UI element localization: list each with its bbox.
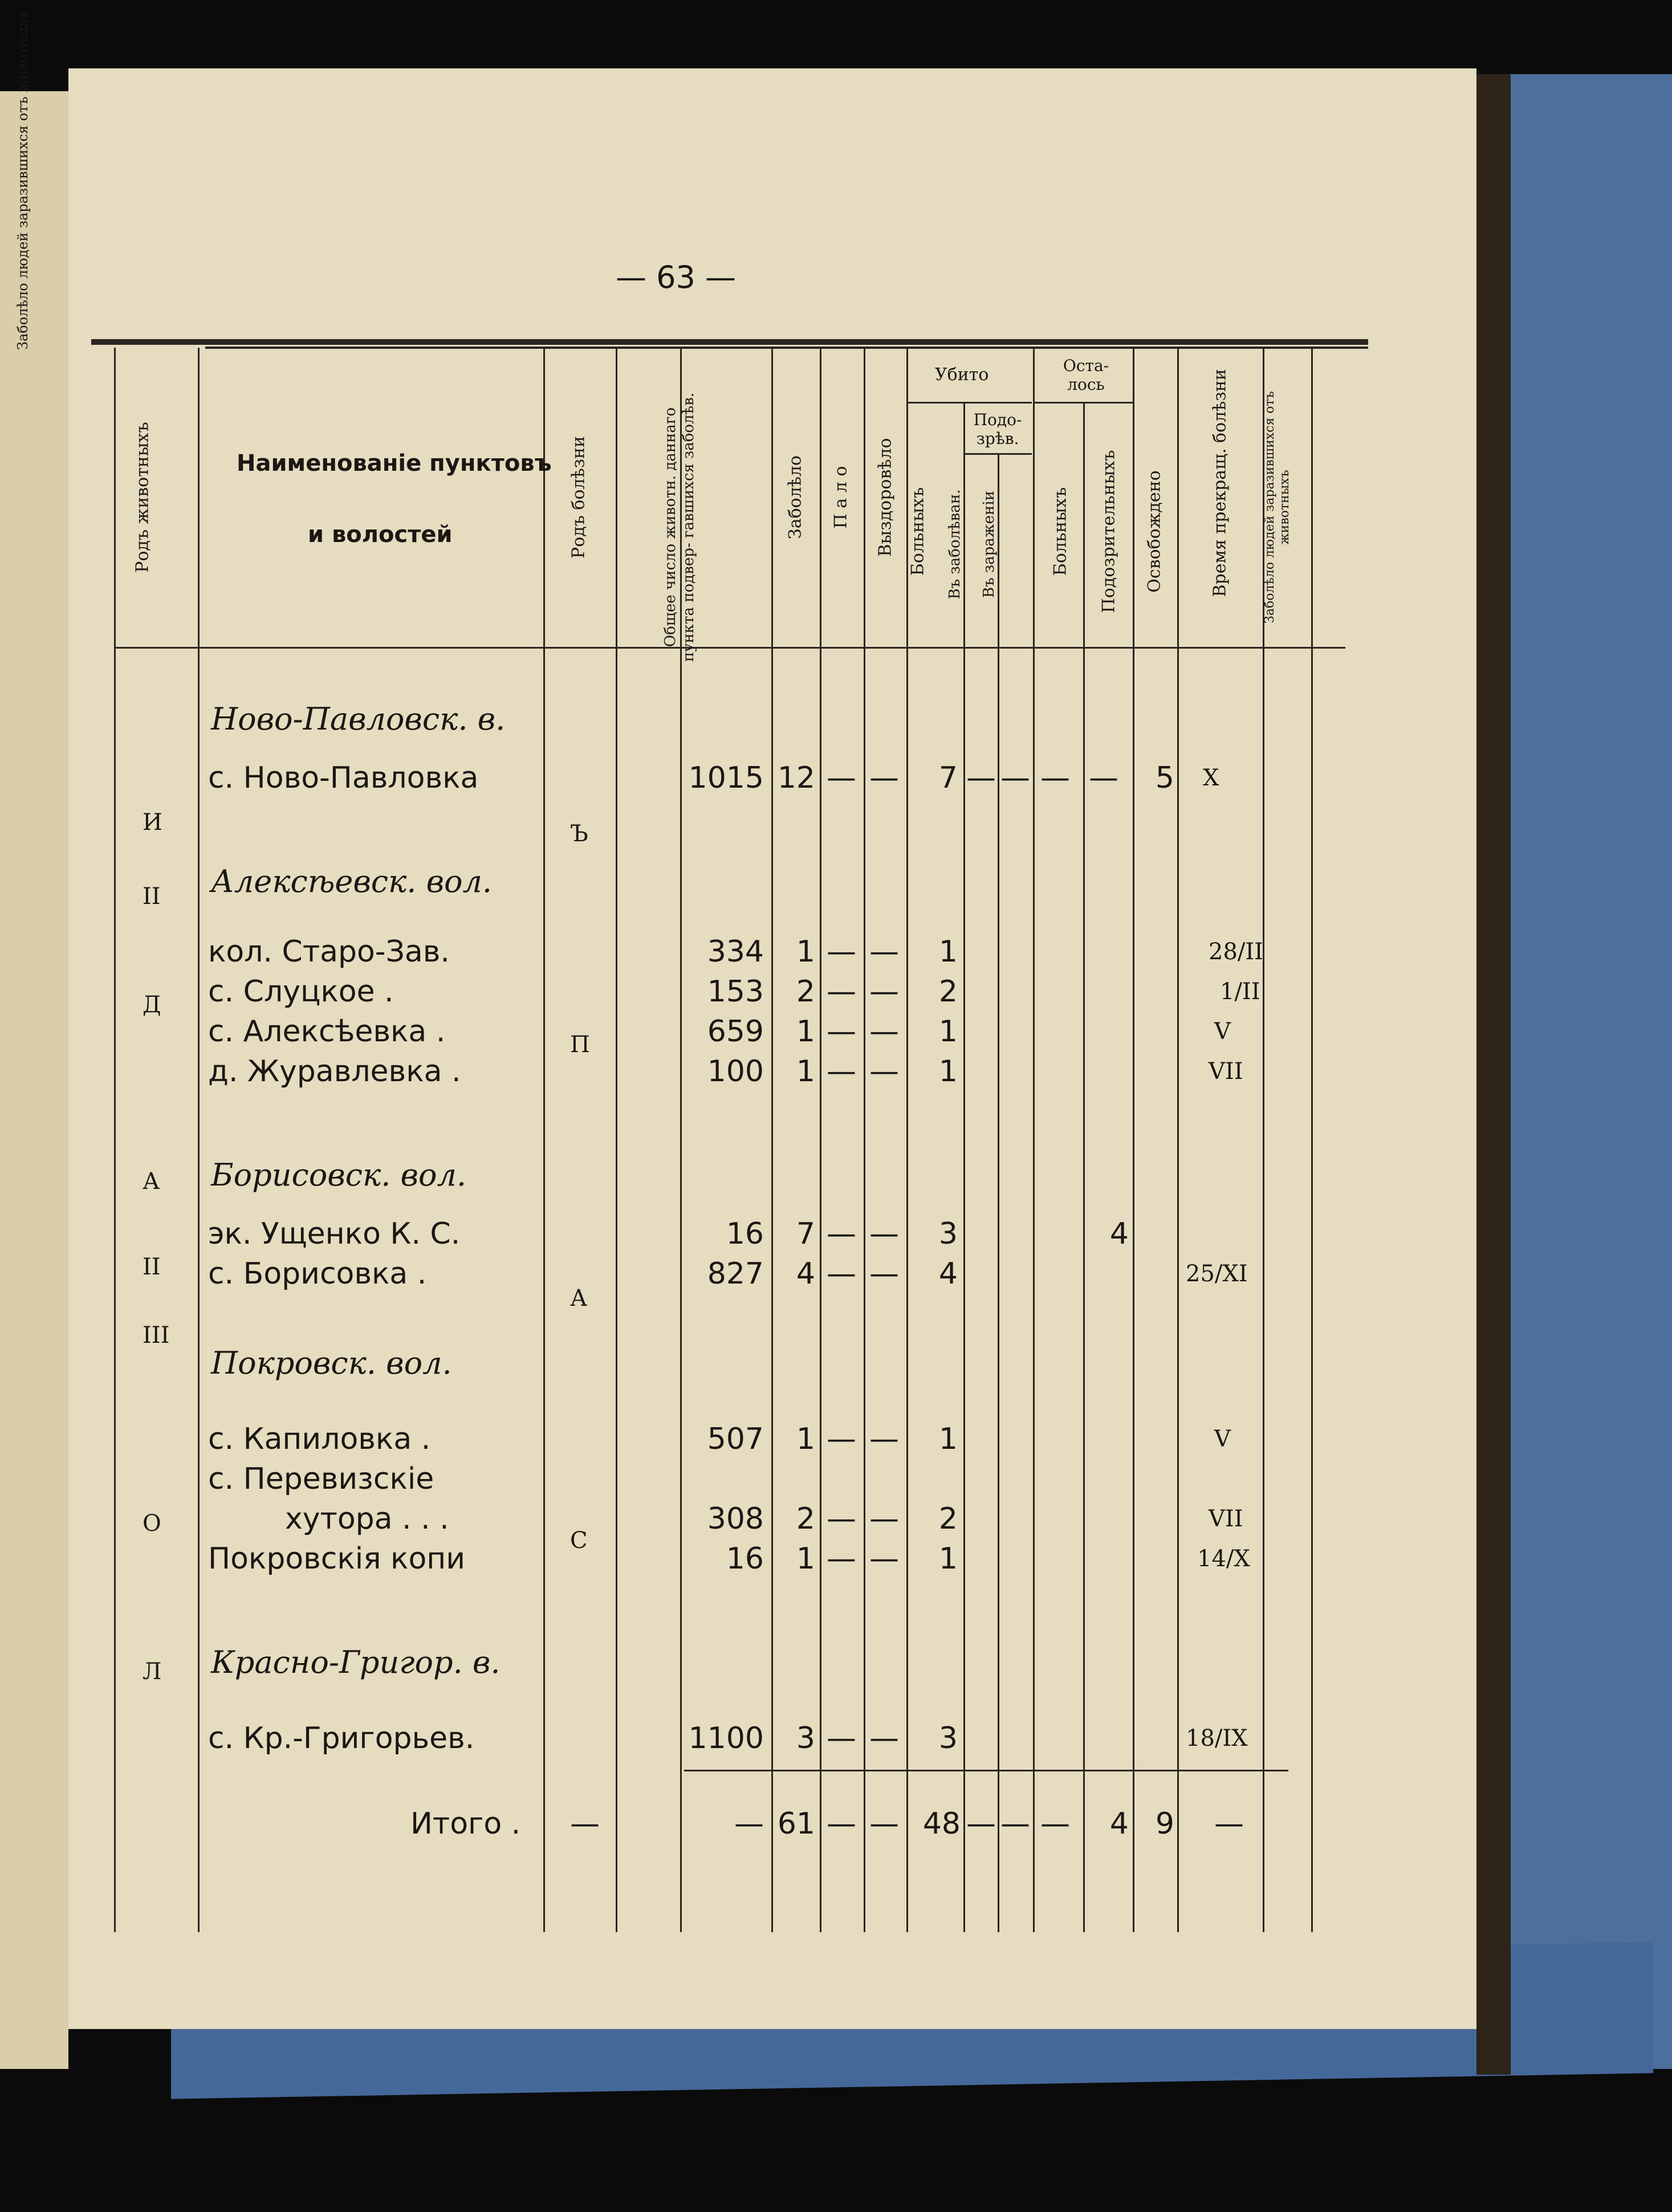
- place-name: Покровскія копи: [208, 1542, 466, 1576]
- animal-letter-5: Д: [143, 992, 161, 1018]
- animal-letter-6: И: [143, 809, 162, 836]
- place-name: д. Журавлевка .: [208, 1054, 461, 1089]
- header-disease: Родъ болѣзни: [568, 436, 589, 559]
- top-rule: [91, 339, 1368, 345]
- animal-roman-1: III: [143, 1322, 170, 1349]
- book-cover: [1505, 74, 1672, 2069]
- place-name: с. Перевизскіе: [208, 1462, 434, 1496]
- group-label: Борисовск. вол.: [211, 1157, 467, 1193]
- disease-letter-1: С: [570, 1527, 588, 1554]
- animal-letter-2: О: [143, 1510, 161, 1537]
- group-label: Алексѣевск. вол.: [211, 863, 493, 899]
- disease-letter-2: А: [570, 1285, 588, 1311]
- page-number: — 63 —: [616, 259, 737, 295]
- disease-letter-3: П: [570, 1032, 590, 1058]
- group-label: Покровск. вол.: [211, 1345, 452, 1381]
- header-place-1: Наименованіе пунктовъ: [237, 450, 552, 476]
- top-rule-2: [205, 347, 1368, 349]
- header-suspicious: Подозрительныхъ: [1099, 450, 1119, 613]
- header-end-time: Время прекращ. болѣзни: [1210, 369, 1230, 597]
- totals-label: Итого .: [410, 1807, 521, 1841]
- header-killed: Убито: [935, 365, 989, 385]
- page: — 63 — Родъ животныхъ Наименованіе пунктовъ и волостей Родъ болѣзни Общее число животн. даннаго пункта подвер- гавшихся заболѣв. Заболѣло П а л о Выздоровѣло Убито Больныхъ Подо- зрѣв. Въ заболѣван. Въ зараженіи Оста- лось Больныхъ Подозрительныхъ Освобождено Время прекращ. болѣзни Заболѣло людей заразившихся отъ животныхъ И II Д А II III О Л Ъ П А С Ново-Павловск. в. с. Ново-Павловка 1015 12 — — 7 — — — — 5 X Алексѣевск. вол. кол. Старо-Зав. 334 1 1 28/II с. Слуцкое . 153 2 2 1/II с. Алексѣевка . 659 1 1 V д. Журавлевка . 100 1 1 VII Борисовск. вол. эк. Ущенко К. С. 16 7 3 4 с. Борисовка . 827 4 4 25/XI Покровск. вол. с. Капиловка . 507 1 1 V с. Перевизскіе хутора . . . 308 2 2 VII Покровскія копи 16 1 1 14/X Красно-Григор. в. с. Кр.-Григорьев. 1100 3 3 18/IX — — — — — — — — — — — — — — — — — — — — Итого . — — 61 — — 48 — — — 4 9 —: [68, 68, 1476, 2029]
- place-name: с. Ново-Павловка: [208, 761, 479, 795]
- header-died: П а л о: [831, 466, 851, 529]
- header-remained: Оста- лось: [1063, 356, 1109, 394]
- place-name: с. Капиловка .: [208, 1422, 431, 1456]
- killed-rule: [906, 402, 1032, 404]
- header-remained-sick: Больныхъ: [1050, 487, 1071, 576]
- group-label: Красно-Григор. в.: [211, 1644, 501, 1680]
- left-page-header: Заболѣло людей заразившихся отъ животныхъ: [15, 10, 31, 350]
- page-edge: [1476, 74, 1511, 2075]
- animal-roman-2: II: [143, 1254, 161, 1280]
- header-killed-sick: Больныхъ: [908, 487, 928, 576]
- header-recovered: Выздоровѣло: [875, 438, 896, 557]
- header-released: Освобождено: [1144, 470, 1165, 593]
- header-suspected: Подо- зрѣв.: [973, 410, 1022, 448]
- header-ill: Заболѣло: [785, 455, 806, 539]
- place-name: с. Кр.-Григорьев.: [208, 1721, 475, 1755]
- place-name: с. Борисовка .: [208, 1257, 427, 1291]
- header-in-illness: Въ заболѣван.: [946, 489, 963, 600]
- place-name: эк. Ущенко К. С.: [208, 1217, 461, 1251]
- place-name: кол. Старо-Зав.: [208, 935, 450, 969]
- animal-letter-1: Л: [143, 1659, 162, 1685]
- header-place-2: и волостей: [308, 522, 453, 548]
- header-total: Общее число животн. даннаго пункта подвер- гавшихся заболѣв.: [662, 392, 697, 662]
- place-name: с. Слуцкое .: [208, 975, 394, 1009]
- header-animal-type: Родъ животныхъ: [132, 422, 153, 573]
- header-in-infection: Въ зараженіи: [981, 490, 998, 598]
- totals-rule: [684, 1770, 1288, 1771]
- place-name: с. Алексѣевка .: [208, 1015, 446, 1049]
- left-page: [0, 10, 68, 2069]
- group-label: Ново-Павловск. в.: [211, 701, 506, 737]
- animal-letter-4: А: [143, 1168, 160, 1195]
- place-name: хутора . . .: [285, 1502, 449, 1536]
- disease-letter-4: Ъ: [570, 821, 588, 847]
- animal-roman-3: II: [143, 883, 161, 910]
- header-people: Заболѣло людей заразившихся отъ животныхъ: [1263, 391, 1292, 624]
